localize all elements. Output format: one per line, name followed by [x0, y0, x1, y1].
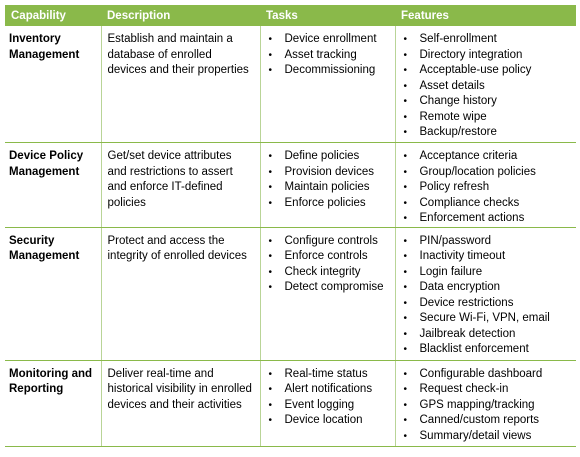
list-item [267, 149, 389, 165]
bullet-icon: • [268, 197, 273, 209]
list-item-text: Provision devices [284, 165, 374, 178]
bullet-icon: • [403, 251, 408, 262]
bullet-icon: • [403, 266, 408, 278]
bullet-icon: • [403, 111, 408, 123]
features-cell [395, 227, 576, 360]
list-item-text: Self-enrollment [419, 33, 497, 45]
list-item-text: Inactivity timeout [419, 250, 506, 262]
list-item-text: Login failure [419, 265, 483, 278]
list-item [402, 110, 571, 126]
features-cell [395, 143, 576, 228]
list-item [402, 48, 571, 64]
bullet-icon: • [268, 166, 273, 178]
list-item-text: Event logging [284, 398, 355, 411]
list-item-text: Request check-in [419, 383, 509, 395]
bullet-icon: • [403, 96, 408, 107]
list-item-text: Policy refresh [419, 181, 490, 193]
tasks-cell [260, 360, 395, 446]
list-item [267, 265, 389, 281]
tasks-list [267, 367, 389, 429]
list-item-text: Enforcement actions [419, 212, 525, 224]
bullet-icon: • [403, 166, 408, 178]
list-item [402, 342, 571, 358]
list-item [267, 32, 389, 48]
list-item [402, 180, 571, 196]
tasks-cell [260, 227, 395, 360]
bullet-icon: • [403, 384, 408, 395]
list-item [267, 382, 389, 398]
list-item [402, 367, 571, 383]
bullet-icon: • [268, 282, 273, 293]
list-item-text: Backup/restore [419, 126, 497, 138]
list-item [267, 48, 389, 64]
table-body [5, 26, 576, 446]
list-item-text: Secure Wi-Fi, VPN, email [419, 312, 550, 324]
list-item-text: Jailbreak detection [419, 327, 516, 340]
list-item [402, 125, 571, 141]
bullet-icon: • [403, 127, 408, 138]
list-item [267, 165, 389, 181]
list-item-text: Decommissioning [284, 64, 376, 76]
table-row [5, 360, 576, 446]
header-features: Features [395, 5, 576, 26]
list-item [267, 196, 389, 212]
description-cell: Get/set device attributes and restrictions to assert and enforce IT-defined policies [101, 143, 260, 228]
features-list [402, 32, 571, 141]
list-item [402, 280, 571, 296]
list-item [402, 196, 571, 212]
list-item-text: PIN/password [419, 234, 492, 247]
bullet-icon: • [403, 297, 408, 309]
list-item [402, 211, 571, 227]
list-item-text: Define policies [284, 150, 360, 162]
capability-cell: Device Policy Management [5, 143, 101, 228]
list-item-text: Enforce policies [284, 196, 366, 209]
table-row [5, 26, 576, 143]
list-item-text: Configurable dashboard [419, 367, 543, 380]
tasks-list [267, 234, 389, 296]
list-item-text: Compliance checks [419, 196, 520, 209]
list-item-text: GPS mapping/tracking [419, 398, 535, 411]
bullet-icon: • [403, 235, 408, 247]
list-item [267, 234, 389, 250]
tasks-cell [260, 143, 395, 228]
header-description: Description [101, 5, 260, 26]
bullet-icon: • [403, 313, 408, 324]
list-item-text: Asset tracking [284, 48, 357, 61]
list-item-text: Real-time status [284, 367, 368, 380]
bullet-icon: • [268, 235, 273, 247]
list-item-text: Device location [284, 414, 363, 426]
list-item-text: Device enrollment [284, 33, 377, 45]
list-item-text: Data encryption [419, 281, 501, 293]
list-item-text: Check integrity [284, 265, 361, 278]
bullet-icon: • [403, 368, 408, 380]
list-item-text: Canned/custom reports [419, 414, 540, 426]
header-capability: Capability [5, 5, 101, 26]
list-item [402, 382, 571, 398]
features-cell [395, 26, 576, 143]
list-item [402, 149, 571, 165]
list-item [267, 249, 389, 265]
list-item-text: Acceptable-use policy [419, 64, 532, 76]
bullet-icon: • [268, 384, 273, 395]
list-item-text: Summary/detail views [419, 429, 532, 442]
list-item-text: Group/location policies [419, 165, 536, 178]
list-item [402, 63, 571, 79]
bullet-icon: • [403, 34, 408, 45]
bullet-icon: • [268, 182, 273, 193]
list-item-text: Detect compromise [284, 281, 384, 293]
bullet-icon: • [268, 399, 273, 411]
list-item-text: Enforce controls [284, 250, 368, 262]
list-item [402, 311, 571, 327]
list-item [402, 249, 571, 265]
bullet-icon: • [403, 399, 408, 411]
list-item-text: Device restrictions [419, 296, 514, 309]
list-item [267, 398, 389, 414]
bullet-icon: • [403, 197, 408, 209]
list-item [267, 413, 389, 429]
bullet-icon: • [268, 266, 273, 278]
list-item [402, 413, 571, 429]
list-item [402, 79, 571, 95]
bullet-icon: • [268, 49, 273, 61]
features-list [402, 149, 571, 227]
list-item-text: Alert notifications [284, 383, 373, 395]
bullet-icon: • [403, 328, 408, 340]
list-item-text: Maintain policies [284, 181, 370, 193]
list-item-text: Acceptance criteria [419, 150, 518, 162]
tasks-list [267, 32, 389, 79]
bullet-icon: • [403, 182, 408, 193]
features-list [402, 234, 571, 358]
features-cell [395, 360, 576, 446]
bullet-icon: • [268, 34, 273, 45]
tasks-cell [260, 26, 395, 143]
list-item [267, 180, 389, 196]
capability-cell: Security Management [5, 227, 101, 360]
list-item [267, 367, 389, 383]
list-item-text: Directory integration [419, 48, 523, 61]
list-item [267, 280, 389, 296]
list-item [402, 296, 571, 312]
list-item [402, 429, 571, 445]
list-item-text: Configure controls [284, 234, 378, 247]
tasks-list [267, 149, 389, 211]
description-cell: Protect and access the integrity of enrolled devices [101, 227, 260, 360]
capability-cell: Monitoring and Reporting [5, 360, 101, 446]
list-item [402, 327, 571, 343]
bullet-icon: • [403, 80, 408, 92]
list-item [402, 94, 571, 110]
capability-cell: Inventory Management [5, 26, 101, 143]
header-tasks: Tasks [260, 5, 395, 26]
list-item [402, 398, 571, 414]
list-item-text: Remote wipe [419, 110, 487, 123]
capability-table [5, 5, 576, 447]
bullet-icon: • [268, 151, 273, 162]
bullet-icon: • [403, 49, 408, 61]
list-item-text: Asset details [419, 79, 485, 92]
bullet-icon: • [403, 430, 408, 442]
list-item [402, 265, 571, 281]
list-item-text: Change history [419, 95, 497, 107]
header-row [5, 5, 576, 26]
list-item-text: Blacklist enforcement [419, 343, 529, 355]
bullet-icon: • [268, 415, 273, 426]
bullet-icon: • [268, 251, 273, 262]
bullet-icon: • [403, 151, 408, 162]
table-row [5, 143, 576, 228]
list-item [402, 32, 571, 48]
features-list [402, 367, 571, 445]
description-cell: Establish and maintain a database of enrolled devices and their properties [101, 26, 260, 143]
bullet-icon: • [268, 368, 273, 380]
bullet-icon: • [403, 282, 408, 293]
bullet-icon: • [403, 213, 408, 224]
list-item [402, 165, 571, 181]
bullet-icon: • [403, 344, 408, 355]
bullet-icon: • [403, 415, 408, 426]
description-cell: Deliver real-time and historical visibility in enrolled devices and their activities [101, 360, 260, 446]
list-item [267, 63, 389, 79]
list-item [402, 234, 571, 250]
bullet-icon: • [403, 65, 408, 76]
capability-table-container [5, 5, 576, 453]
table-row [5, 227, 576, 360]
bullet-icon: • [268, 65, 273, 76]
